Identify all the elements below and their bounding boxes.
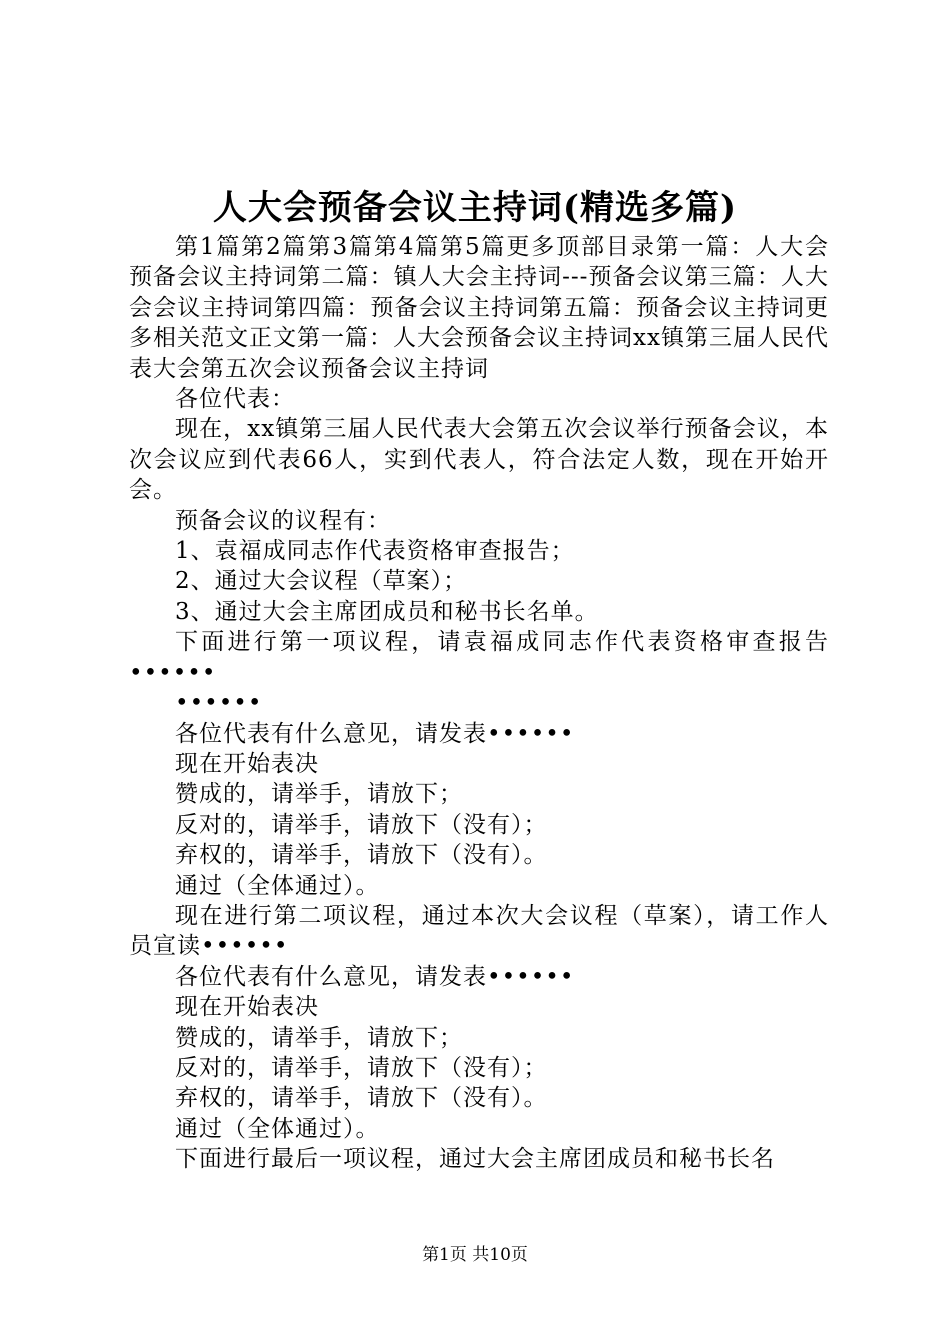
- paragraph-salutation: 各位代表：: [175, 386, 295, 413]
- paragraph-agenda-item-3: 3、通过大会主席团成员和秘书长名单。: [175, 598, 599, 625]
- page-number-footer: 第1页 共10页: [422, 1245, 528, 1265]
- paragraph-opinions-2: 各位代表有什么意见，请发表••••••: [175, 963, 575, 990]
- paragraph-last-item: 下面进行最后一项议程，通过大会主席团成员和秘书长名: [175, 1146, 775, 1173]
- paragraph-opinions-1: 各位代表有什么意见，请发表••••••: [175, 720, 575, 747]
- paragraph-vote-against-2: 反对的，请举手，请放下（没有）；: [175, 1054, 548, 1081]
- paragraph-first-item: 下面进行第一项议程，请袁福成同志作代表资格审查报告••••••: [129, 629, 829, 686]
- paragraph-vote-against-1: 反对的，请举手，请放下（没有）；: [175, 811, 548, 838]
- paragraph-vote-for-1: 赞成的，请举手，请放下；: [175, 781, 463, 808]
- paragraph-agenda-item-1: 1、袁福成同志作代表资格审查报告；: [175, 538, 575, 565]
- paragraph-vote-abstain-1: 弃权的，请举手，请放下（没有）。: [175, 842, 548, 869]
- paragraph-opening: 现在，xx镇第三届人民代表大会第五次会议举行预备会议，本次会议应到代表66人，实到代表人，符合法定人数，现在开始开会。: [129, 416, 829, 504]
- paragraph-agenda-intro: 预备会议的议程有：: [175, 507, 391, 534]
- paragraph-passed-1: 通过（全体通过）。: [175, 872, 380, 899]
- paragraph-toc: 第1篇第2篇第3篇第4篇第5篇更多顶部目录第一篇：人大会预备会议主持词第二篇：镇人大会主持词---预备会议第三篇：人大会会议主持词第四篇：预备会议主持词第五篇：预备会议主持词更多相关范文正文第一篇：人大会预备会议主持词xx镇第三届人民代表大会第五次会议预备会议主持词: [129, 234, 829, 382]
- paragraph-passed-2: 通过（全体通过）。: [175, 1115, 380, 1142]
- paragraph-vote-start-1: 现在开始表决: [175, 750, 319, 777]
- paragraph-agenda-item-2: 2、通过大会议程（草案）；: [175, 568, 468, 595]
- paragraph-vote-start-2: 现在开始表决: [175, 994, 319, 1021]
- paragraph-vote-for-2: 赞成的，请举手，请放下；: [175, 1024, 463, 1051]
- paragraph-ellipsis: ••••••: [175, 690, 263, 717]
- paragraph-second-item: 现在进行第二项议程，通过本次大会议程（草案），请工作人员宣读••••••: [129, 902, 829, 960]
- document-body: [129, 232, 829, 1175]
- paragraph-vote-abstain-2: 弃权的，请举手，请放下（没有）。: [175, 1085, 548, 1112]
- document-title: 人大会预备会议主持词(精选多篇): [212, 188, 738, 228]
